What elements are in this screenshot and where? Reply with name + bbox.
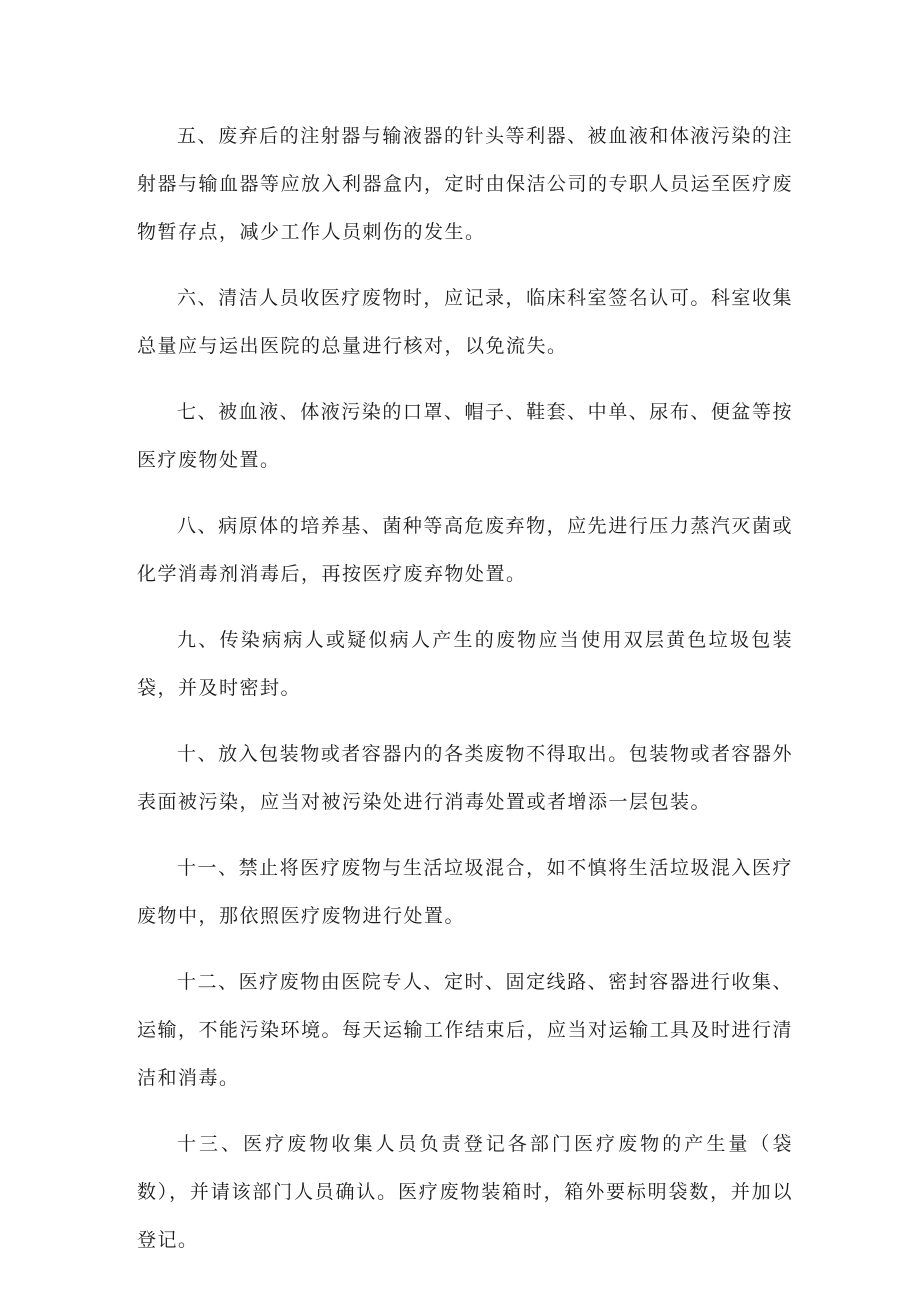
paragraph-item-8: 八、病原体的培养基、菌种等高危废弃物，应先进行压力蒸汽灭菌或化学消毒剂消毒后，再按医疗废弃物处置。 [137,515,793,585]
paragraph-item-7: 七、被血液、体液污染的口罩、帽子、鞋套、中单、尿布、便盆等按医疗废物处置。 [137,401,793,471]
paragraph-item-11: 十一、禁止将医疗废物与生活垃圾混合，如不慎将生活垃圾混入医疗废物中，那依照医疗废物进行处置。 [137,857,793,927]
paragraph-item-5: 五、废弃后的注射器与输液器的针头等利器、被血液和体液污染的注射器与输血器等应放入利器盒内，定时由保洁公司的专职人员运至医疗废物暂存点，减少工作人员刺伤的发生。 [137,125,794,243]
paragraph-item-10: 十、放入包装物或者容器内的各类废物不得取出。包装物或者容器外表面被污染，应当对被污染处进行消毒处置或者增添一层包装。 [137,743,793,813]
paragraph-item-6: 六、清洁人员收医疗废物时，应记录，临床科室签名认可。科室收集总量应与运出医院的总量进行核对，以免流失。 [137,287,793,357]
paragraph-item-9: 九、传染病病人或疑似病人产生的废物应当使用双层黄色垃圾包装袋，并及时密封。 [137,629,793,699]
paragraph-item-13: 十三、医疗废物收集人员负责登记各部门医疗废物的产生量（袋数），并请该部门人员确认。医疗废物装箱时，箱外要标明袋数，并加以登记。 [137,1133,793,1251]
document-body [137,112,793,1282]
paragraph-item-12: 十二、医疗废物由医院专人、定时、固定线路、密封容器进行收集、运输，不能污染环境。每天运输工作结束后，应当对运输工具及时进行清洁和消毒。 [137,971,794,1089]
